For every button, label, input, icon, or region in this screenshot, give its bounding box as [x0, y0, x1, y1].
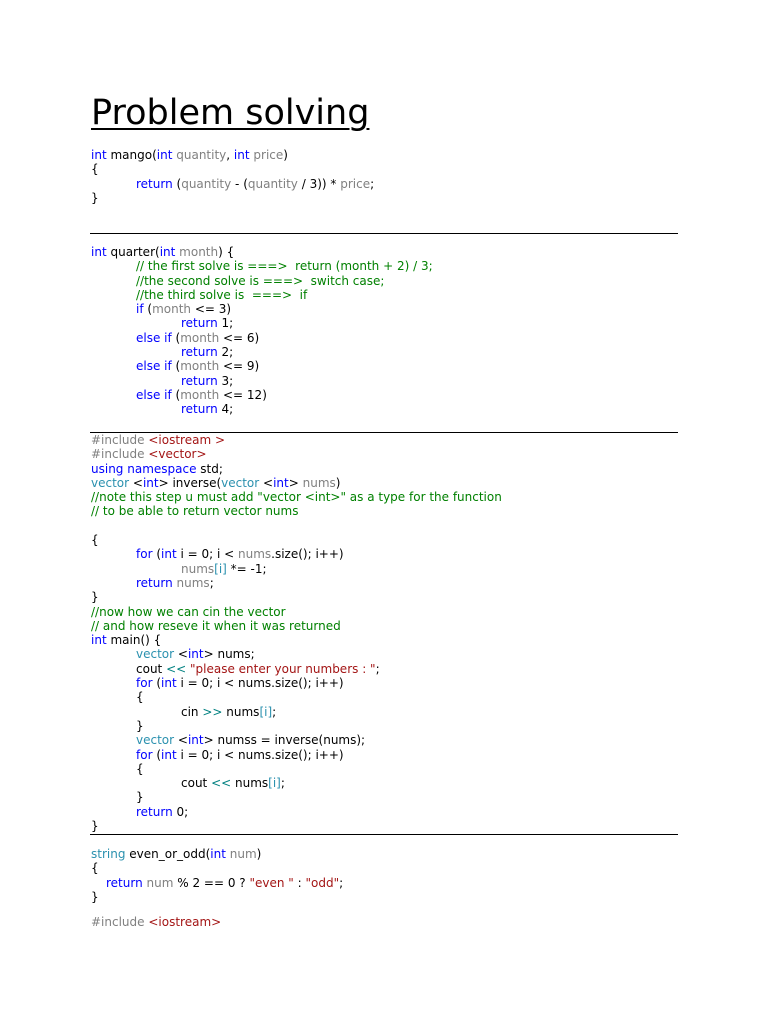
code-token: int	[142, 475, 159, 490]
code-line	[91, 490, 691, 504]
code-token: mango(	[106, 148, 157, 162]
code-token: //now how we can cin the vector	[91, 604, 286, 619]
code-token: (	[172, 176, 182, 191]
code-token: <	[259, 475, 274, 490]
code-token: <	[129, 475, 143, 490]
code-token: else if	[136, 359, 172, 374]
code-token: / 3)) *	[297, 176, 341, 191]
code-token: i = 0; i < nums.size(); i++)	[176, 747, 344, 762]
code-token: // to be able to return vector nums	[91, 504, 299, 519]
code-line	[91, 177, 691, 191]
code-token: <= 9)	[219, 359, 260, 374]
code-token: }	[91, 819, 99, 834]
code-token: nums	[238, 547, 272, 562]
code-token: quantity	[247, 176, 298, 191]
code-token: % 2 == 0 ?	[173, 875, 250, 890]
code-token: )	[283, 148, 288, 162]
code-token: num	[229, 847, 257, 861]
code-line	[91, 876, 691, 890]
code-token: {	[91, 861, 99, 876]
code-token: }	[91, 590, 99, 605]
code-token: nums	[231, 776, 269, 791]
code-token: )	[335, 475, 341, 490]
code-token: ;	[370, 176, 375, 191]
code-token: <iostream >	[148, 433, 226, 447]
code-token: 3;	[217, 373, 234, 388]
code-token: int	[161, 676, 177, 691]
code-token: ;	[280, 776, 285, 791]
code-token: int	[91, 148, 107, 162]
code-token: (	[152, 547, 161, 562]
code-token: }	[91, 889, 99, 904]
code-token: 2;	[217, 345, 234, 360]
code-token: // and how reseve it when it was returned	[91, 618, 341, 633]
code-token: else if	[136, 330, 172, 345]
code-token: int	[161, 547, 177, 562]
code-line	[91, 191, 691, 205]
code-token: }	[91, 190, 99, 205]
code-token: i = 0; i <	[176, 547, 238, 562]
code-line	[91, 447, 691, 461]
code-token: [i]	[268, 776, 281, 791]
code-token: >	[288, 475, 303, 490]
code-block-quarter	[91, 245, 691, 417]
code-block-mango	[91, 148, 691, 205]
code-token: {	[91, 162, 99, 177]
code-line	[91, 890, 691, 904]
code-token: if	[136, 302, 144, 317]
code-line	[91, 776, 691, 790]
code-token: //the second solve is ===> switch case;	[136, 273, 385, 288]
code-token: price	[340, 176, 371, 191]
code-token: for	[136, 676, 153, 691]
code-token: {	[136, 761, 144, 776]
code-token: "odd"	[305, 875, 340, 890]
code-token: month	[180, 330, 220, 345]
code-line	[91, 647, 691, 661]
code-token: for	[136, 547, 153, 562]
code-line	[91, 605, 691, 619]
code-token: (	[171, 330, 181, 345]
code-block-include	[91, 915, 691, 929]
code-token: even_or_odd(	[125, 847, 211, 861]
code-token: return	[181, 373, 218, 388]
code-token: [i]	[259, 704, 273, 719]
code-token: int	[233, 148, 250, 162]
code-token: quantity	[176, 148, 227, 162]
code-token: int	[187, 733, 204, 748]
code-token: nums	[302, 475, 336, 490]
code-line	[91, 274, 691, 288]
code-token: return	[136, 176, 173, 191]
code-block-inverse	[91, 433, 691, 833]
code-line	[91, 790, 691, 804]
code-line	[91, 819, 691, 833]
code-token: nums	[176, 575, 210, 590]
code-token: (	[143, 302, 153, 317]
code-line	[91, 690, 691, 704]
code-token: month	[180, 387, 220, 402]
code-token: #include	[91, 447, 149, 462]
code-token: ;	[209, 575, 214, 590]
code-token: return	[136, 575, 173, 590]
code-token: int	[159, 245, 176, 259]
code-line	[91, 359, 691, 373]
code-token: ;	[339, 875, 344, 890]
code-token: "please enter your numbers : "	[190, 661, 376, 676]
code-token: > nums;	[203, 647, 255, 662]
code-line	[91, 302, 691, 316]
code-token: vector	[91, 475, 130, 490]
code-line	[91, 388, 691, 402]
code-token: )	[256, 847, 262, 861]
code-token: int	[161, 747, 177, 762]
code-token: <vector>	[148, 447, 207, 462]
code-line	[91, 733, 691, 747]
code-token: 1;	[217, 316, 234, 331]
code-token: return	[106, 875, 143, 890]
code-token: vector	[136, 647, 175, 662]
code-line	[91, 402, 691, 416]
code-line	[91, 162, 691, 176]
code-line	[91, 590, 691, 604]
divider-3	[90, 834, 678, 835]
code-line	[91, 762, 691, 776]
code-token: // the first solve is ===> return (month + 2) / 3;	[136, 259, 433, 274]
code-line	[91, 805, 691, 819]
code-line	[91, 633, 691, 647]
code-token: >>	[202, 704, 223, 719]
code-token: else if	[136, 387, 172, 402]
code-token: int	[210, 847, 226, 861]
code-token: 0;	[172, 804, 189, 819]
code-token: price	[253, 148, 284, 162]
code-line	[91, 547, 691, 561]
code-token: (	[171, 387, 181, 402]
code-token: cout	[136, 661, 167, 676]
code-token: }	[136, 718, 144, 733]
code-token: quarter(	[106, 245, 160, 259]
code-token: int	[273, 475, 289, 490]
code-token: main() {	[106, 633, 162, 648]
code-token: <<	[211, 776, 232, 791]
code-token: cin	[181, 704, 203, 719]
code-token: }	[136, 790, 144, 805]
code-token: int	[187, 647, 204, 662]
code-token: [i]	[214, 561, 227, 576]
code-token: 4;	[217, 402, 234, 417]
code-token: cout	[181, 776, 212, 791]
code-token: using namespace	[91, 461, 197, 476]
code-token: (	[152, 676, 161, 691]
code-token: vector	[221, 475, 260, 490]
code-line	[91, 662, 691, 676]
code-token: return	[181, 402, 218, 417]
code-token: :	[293, 875, 306, 890]
code-line	[91, 288, 691, 302]
code-token: (	[152, 747, 161, 762]
code-token: #include	[91, 433, 149, 447]
code-token: int	[156, 148, 173, 162]
code-line	[91, 259, 691, 273]
code-line	[91, 533, 691, 547]
code-line	[91, 433, 691, 447]
code-token: std;	[196, 461, 223, 476]
code-token: - (	[231, 176, 248, 191]
code-line	[91, 476, 691, 490]
code-line	[91, 676, 691, 690]
code-token: <	[174, 733, 188, 748]
code-token: //the third solve is ===> if	[136, 287, 308, 302]
code-token: ;	[272, 704, 277, 719]
code-token: > inverse(	[158, 475, 222, 490]
code-token: i = 0; i < nums.size(); i++)	[176, 676, 344, 691]
code-token: month	[152, 302, 192, 317]
code-token: return	[136, 804, 173, 819]
code-line	[91, 331, 691, 345]
divider-1	[90, 233, 678, 234]
page-title: Problem solving	[91, 93, 370, 133]
code-token: month	[179, 245, 219, 259]
code-token: num	[146, 875, 174, 890]
code-line	[91, 504, 691, 518]
code-token: <= 3)	[191, 302, 232, 317]
code-token: <= 12)	[219, 387, 267, 402]
code-token: <<	[166, 661, 187, 676]
code-token: > numss = inverse(nums);	[203, 733, 366, 748]
code-token: quantity	[181, 176, 232, 191]
code-line	[91, 245, 691, 259]
code-token: *= -1;	[226, 561, 267, 576]
code-token: int	[91, 633, 107, 648]
code-token: int	[91, 245, 107, 259]
code-token: .size(); i++)	[271, 547, 344, 562]
code-token: <iostream>	[148, 915, 222, 929]
code-token: return	[181, 316, 218, 331]
code-token: {	[136, 690, 144, 705]
code-line	[91, 576, 691, 590]
code-line	[91, 719, 691, 733]
code-line	[91, 316, 691, 330]
code-token: return	[181, 345, 218, 360]
code-token: //note this step u must add "vector <int>" as a type for the function	[91, 490, 502, 505]
code-token: {	[91, 533, 99, 548]
code-block-even-or-odd	[91, 847, 691, 904]
code-token: month	[180, 359, 220, 374]
code-line	[91, 519, 691, 533]
code-token: nums	[222, 704, 260, 719]
code-token: string	[91, 847, 126, 861]
code-token: <= 6)	[219, 330, 260, 345]
code-token: #include	[91, 915, 149, 929]
code-token: (	[171, 359, 181, 374]
code-line	[91, 847, 691, 861]
code-token: nums	[181, 561, 215, 576]
code-line	[91, 861, 691, 875]
code-token: ;	[375, 661, 380, 676]
code-line	[91, 562, 691, 576]
code-line	[91, 748, 691, 762]
code-line	[91, 915, 691, 929]
code-line	[91, 148, 691, 162]
code-line	[91, 345, 691, 359]
code-line	[91, 462, 691, 476]
code-line	[91, 619, 691, 633]
code-line	[91, 374, 691, 388]
code-token: ,	[226, 148, 234, 162]
code-line	[91, 705, 691, 719]
code-token: "even "	[249, 875, 294, 890]
code-token: ) {	[218, 245, 235, 259]
code-token: for	[136, 747, 153, 762]
code-token: vector	[136, 733, 175, 748]
code-token: <	[174, 647, 188, 662]
